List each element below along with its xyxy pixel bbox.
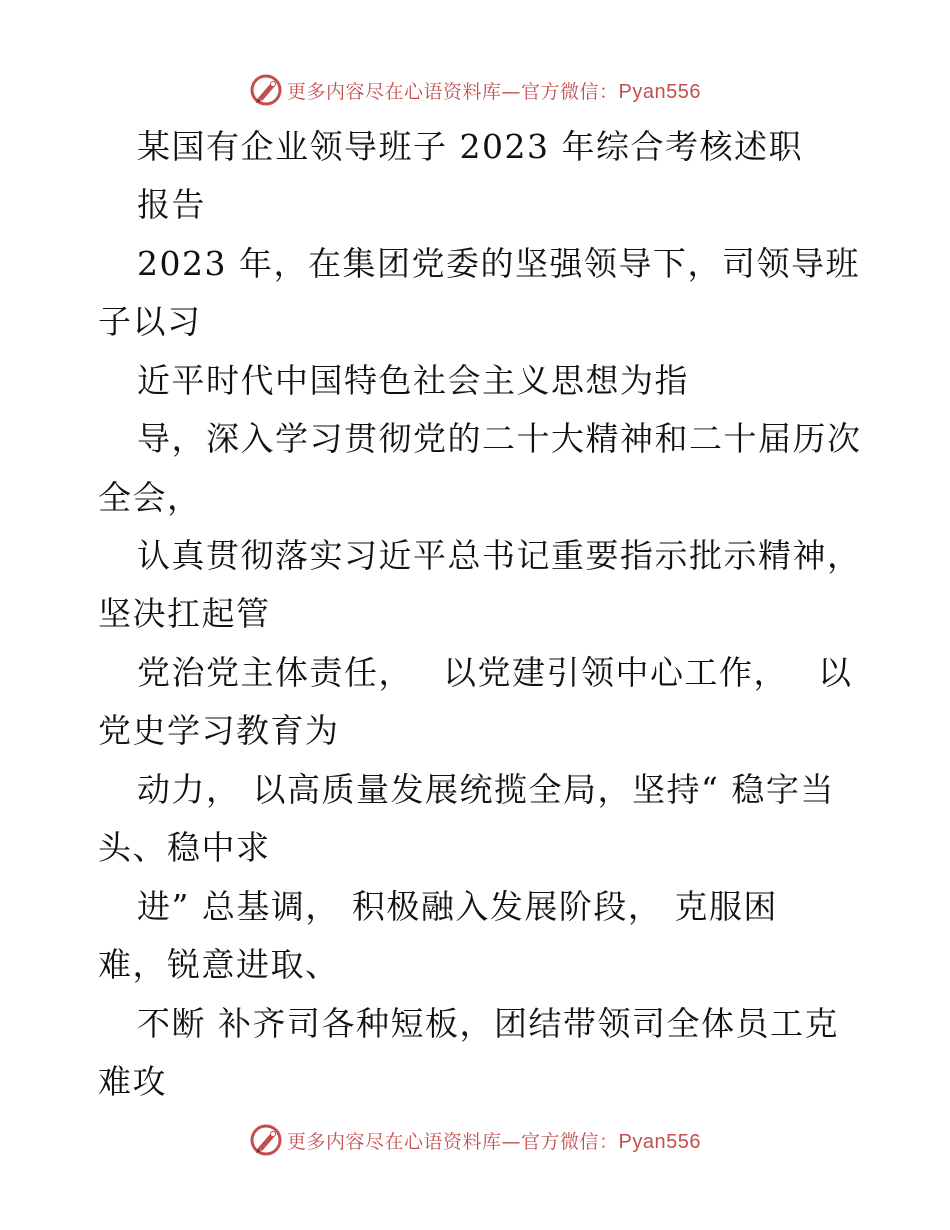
doc-line: 坚决扛起管 (98, 594, 271, 633)
doc-line: 难，锐意进取、 (98, 945, 340, 984)
pen-logo-icon (249, 1123, 283, 1157)
banner-wechat-id: Pyan556 (618, 1130, 701, 1153)
banner-label: 官方微信： (521, 80, 619, 103)
banner-slogan: 更多内容尽在心语资料库 (287, 80, 502, 103)
doc-line: 动力， 以高质量发展统揽全局，坚持“ 稳字当 (137, 770, 835, 809)
footer-banner (0, 1120, 950, 1160)
banner-text (287, 77, 701, 104)
doc-line: 导，深入学习贯彻党的二十大精神和二十届历次 (137, 419, 862, 458)
banner-slogan: 更多内容尽在心语资料库 (287, 1130, 502, 1153)
header-banner (0, 70, 950, 110)
banner-label: 官方微信： (521, 1130, 619, 1153)
doc-line: 头、稳中求 (98, 828, 271, 867)
doc-line: 进” 总基调， 积极融入发展阶段， 克服困 (137, 887, 778, 926)
pen-logo-icon (249, 73, 283, 107)
banner-wechat-id: Pyan556 (618, 80, 701, 103)
doc-line: 近平时代中国特色社会主义思想为指 (137, 361, 689, 400)
doc-line: 不断 补齐司各种短板，团结带领司全体员工克 (137, 1004, 839, 1043)
doc-line: 某国有企业领导班子 2023 年综合考核述职 (137, 127, 803, 166)
banner-dash: — (501, 80, 522, 103)
doc-line: 难攻 (98, 1062, 167, 1101)
doc-line: 党治党主体责任， 以党建引领中心工作， 以 (137, 653, 853, 692)
banner-dash: — (501, 1130, 522, 1153)
doc-line: 子以习 (98, 302, 202, 341)
banner-text (287, 1127, 701, 1154)
doc-line: 全会， (98, 478, 202, 517)
doc-line: 党史学习教育为 (98, 711, 340, 750)
doc-line: 2023 年，在集团党委的坚强领导下，司领导班 (137, 244, 860, 283)
doc-line: 认真贯彻落实习近平总书记重要指示批示精神， (137, 536, 862, 575)
doc-line: 报告 (137, 185, 206, 224)
